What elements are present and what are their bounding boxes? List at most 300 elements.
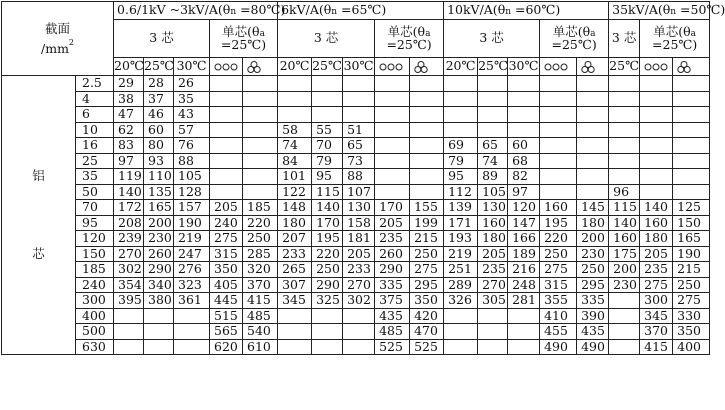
ampacity-cell xyxy=(278,339,312,355)
ampacity-cell xyxy=(410,138,444,154)
ampacity-cell xyxy=(640,91,673,107)
ampacity-cell: 150 xyxy=(673,215,710,231)
ampacity-cell: 340 xyxy=(144,277,174,293)
single-core-header: 单芯(θa =25℃) xyxy=(640,20,710,58)
ampacity-cell: 208 xyxy=(114,215,144,231)
ampacity-cell: 235 xyxy=(640,262,673,278)
ampacity-cell xyxy=(114,308,144,324)
ampacity-cell: 455 xyxy=(540,324,577,340)
ampacity-cell: 335 xyxy=(577,293,609,309)
ampacity-cell: 205 xyxy=(210,200,243,216)
ampacity-cell: 70 xyxy=(312,138,343,154)
ampacity-cell: 155 xyxy=(410,200,444,216)
ampacity-cell xyxy=(375,138,410,154)
ampacity-cell: 375 xyxy=(375,293,410,309)
table-row xyxy=(2,293,710,309)
ampacity-cell: 610 xyxy=(243,339,278,355)
ampacity-cell xyxy=(410,76,444,92)
ampacity-cell xyxy=(478,308,508,324)
table-row xyxy=(2,262,710,278)
ampacity-cell: 135 xyxy=(144,184,174,200)
ampacity-cell: 240 xyxy=(210,215,243,231)
ampacity-cell: 165 xyxy=(144,200,174,216)
ampacity-cell: 215 xyxy=(673,262,710,278)
ampacity-cell: 395 xyxy=(114,293,144,309)
ampacity-cell: 250 xyxy=(577,262,609,278)
ampacity-cell: 148 xyxy=(278,200,312,216)
ampacity-cell xyxy=(444,122,478,138)
ampacity-cell xyxy=(540,122,577,138)
ampacity-cell: 189 xyxy=(508,246,540,262)
ampacity-cell: 325 xyxy=(312,293,343,309)
ampacity-cell: 122 xyxy=(278,184,312,200)
ampacity-cell xyxy=(609,107,640,123)
material-char: 铝 xyxy=(32,168,45,183)
ampacity-cell xyxy=(609,324,640,340)
ampacity-cell xyxy=(673,153,710,169)
ampacity-cell: 260 xyxy=(375,246,410,262)
ampacity-cell: 170 xyxy=(375,200,410,216)
cross-section-cell: 25 xyxy=(76,153,114,169)
ampacity-cell: 205 xyxy=(478,246,508,262)
cross-section-cell: 4 xyxy=(76,91,114,107)
ampacity-cell: 620 xyxy=(210,339,243,355)
ampacity-cell xyxy=(673,107,710,123)
ampacity-cell xyxy=(577,91,609,107)
ampacity-cell xyxy=(210,138,243,154)
ampacity-cell xyxy=(343,339,375,355)
ampacity-cell: 46 xyxy=(144,107,174,123)
ampacity-cell: 485 xyxy=(375,324,410,340)
ampacity-cell: 307 xyxy=(278,277,312,293)
ampacity-cell: 79 xyxy=(444,153,478,169)
ampacity-cell: 295 xyxy=(577,277,609,293)
ampacity-cell: 130 xyxy=(343,200,375,216)
voltage-group-3: 10kV/A(θn =60℃) xyxy=(444,2,609,20)
ampacity-cell: 38 xyxy=(114,91,144,107)
cross-section-cell: 120 xyxy=(76,231,114,247)
ampacity-cell: 89 xyxy=(478,169,508,185)
ampacity-cell: 101 xyxy=(278,169,312,185)
ampacity-cell xyxy=(144,308,174,324)
ampacity-cell: 200 xyxy=(577,231,609,247)
ampacity-cell: 540 xyxy=(243,324,278,340)
ampacity-cell: 415 xyxy=(640,339,673,355)
ampacity-cell: 180 xyxy=(640,231,673,247)
ampacity-cell: 230 xyxy=(609,277,640,293)
ampacity-cell: 190 xyxy=(174,215,210,231)
trefoil-circles-icon xyxy=(673,58,710,76)
ampacity-cell: 281 xyxy=(508,293,540,309)
ampacity-cell xyxy=(444,308,478,324)
ampacity-cell: 147 xyxy=(508,215,540,231)
ampacity-cell xyxy=(540,138,577,154)
ampacity-cell: 302 xyxy=(343,293,375,309)
ampacity-cell xyxy=(673,122,710,138)
ampacity-cell: 195 xyxy=(540,215,577,231)
ampacity-cell: 315 xyxy=(540,277,577,293)
ampacity-cell xyxy=(673,91,710,107)
ampacity-cell xyxy=(410,122,444,138)
ampacity-cell: 79 xyxy=(312,153,343,169)
ampacity-cell: 160 xyxy=(640,215,673,231)
ampacity-cell: 445 xyxy=(210,293,243,309)
ampacity-cell: 270 xyxy=(114,246,144,262)
ampacity-cell: 302 xyxy=(114,262,144,278)
voltage-group-4: 35kV/A(θn =50℃) xyxy=(609,2,710,20)
table-row xyxy=(2,122,710,138)
ampacity-cell xyxy=(243,138,278,154)
ampacity-cell: 390 xyxy=(577,308,609,324)
ampacity-cell: 205 xyxy=(640,246,673,262)
cross-section-cell: 240 xyxy=(76,277,114,293)
ampacity-cell xyxy=(343,107,375,123)
temp-header: 30℃ xyxy=(174,58,210,76)
ampacity-cell xyxy=(673,169,710,185)
table-row xyxy=(2,308,710,324)
ampacity-cell: 289 xyxy=(444,277,478,293)
ampacity-cell xyxy=(478,122,508,138)
cross-section-cell: 185 xyxy=(76,262,114,278)
ampacity-cell: 74 xyxy=(478,153,508,169)
ampacity-cell xyxy=(343,308,375,324)
ampacity-cell: 515 xyxy=(210,308,243,324)
ampacity-cell xyxy=(343,324,375,340)
ampacity-cell: 73 xyxy=(343,153,375,169)
cross-section-cell: 500 xyxy=(76,324,114,340)
ampacity-cell: 205 xyxy=(343,246,375,262)
ampacity-cell xyxy=(640,76,673,92)
ampacity-cell xyxy=(540,107,577,123)
temp-header: 20℃ xyxy=(114,58,144,76)
table-row xyxy=(2,339,710,355)
ampacity-cell xyxy=(278,308,312,324)
table-row xyxy=(2,107,710,123)
ampacity-cell xyxy=(577,138,609,154)
ampacity-cell xyxy=(508,107,540,123)
ampacity-cell xyxy=(478,91,508,107)
ampacity-cell xyxy=(210,107,243,123)
ampacity-cell: 270 xyxy=(343,277,375,293)
ampacity-cell xyxy=(540,91,577,107)
ampacity-cell: 60 xyxy=(144,122,174,138)
ampacity-cell: 275 xyxy=(540,262,577,278)
ampacity-cell: 250 xyxy=(410,246,444,262)
ampacity-cell: 250 xyxy=(243,231,278,247)
ampacity-cell xyxy=(210,91,243,107)
ampacity-cell: 37 xyxy=(144,91,174,107)
temp-header: 30℃ xyxy=(508,58,540,76)
ampacity-cell xyxy=(609,169,640,185)
ampacity-cell xyxy=(640,153,673,169)
ampacity-cell xyxy=(375,107,410,123)
three-flat-circles-icon xyxy=(540,58,577,76)
ampacity-cell: 199 xyxy=(410,215,444,231)
ampacity-cell: 165 xyxy=(673,231,710,247)
ampacity-cell: 175 xyxy=(609,246,640,262)
ampacity-cell xyxy=(609,293,640,309)
temp-header: 25℃ xyxy=(144,58,174,76)
ampacity-cell xyxy=(343,76,375,92)
ampacity-cell: 345 xyxy=(278,293,312,309)
cross-section-cell: 35 xyxy=(76,169,114,185)
ampacity-cell: 275 xyxy=(640,277,673,293)
trefoil-circles-icon xyxy=(243,58,278,76)
table-row xyxy=(2,184,710,200)
ampacity-cell xyxy=(609,76,640,92)
ampacity-cell: 172 xyxy=(114,200,144,216)
ampacity-cell xyxy=(210,153,243,169)
voltage-group-1: 0.6/1kV ~3kV/A(θn =80℃) xyxy=(114,2,278,20)
cross-section-cell: 2.5 xyxy=(76,76,114,92)
ampacity-cell: 65 xyxy=(343,138,375,154)
ampacity-cell: 235 xyxy=(478,262,508,278)
ampacity-cell xyxy=(673,138,710,154)
ampacity-cell xyxy=(609,91,640,107)
ampacity-cell xyxy=(375,91,410,107)
ampacity-cell: 405 xyxy=(210,277,243,293)
ampacity-cell xyxy=(278,91,312,107)
ampacity-cell: 470 xyxy=(410,324,444,340)
ampacity-cell: 105 xyxy=(478,184,508,200)
ampacity-cell: 216 xyxy=(508,262,540,278)
ampacity-cell xyxy=(609,138,640,154)
ampacity-cell xyxy=(478,339,508,355)
ampacity-cell: 275 xyxy=(410,262,444,278)
ampacity-cell xyxy=(114,324,144,340)
ampacity-cell xyxy=(508,91,540,107)
ampacity-cell: 88 xyxy=(174,153,210,169)
ampacity-cell: 95 xyxy=(444,169,478,185)
table-row xyxy=(2,91,710,107)
ampacity-cell xyxy=(577,184,609,200)
ampacity-cell xyxy=(243,153,278,169)
ampacity-cell xyxy=(312,107,343,123)
ampacity-cell xyxy=(577,122,609,138)
temp-header: 25℃ xyxy=(312,58,343,76)
ampacity-cell: 370 xyxy=(243,277,278,293)
ampacity-cell: 239 xyxy=(114,231,144,247)
ampacity-cell xyxy=(540,169,577,185)
ampacity-cell: 140 xyxy=(640,200,673,216)
trefoil-circles-icon xyxy=(410,58,444,76)
ampacity-cell: 145 xyxy=(577,200,609,216)
ampacity-cell: 139 xyxy=(444,200,478,216)
ampacity-cell xyxy=(243,122,278,138)
cross-section-cell: 630 xyxy=(76,339,114,355)
ampacity-cell: 88 xyxy=(343,169,375,185)
ampacity-cell xyxy=(609,153,640,169)
table-row xyxy=(2,76,710,92)
single-core-header: 单芯(θa =25℃) xyxy=(375,20,444,58)
ampacity-cell xyxy=(609,339,640,355)
ampacity-cell: 260 xyxy=(144,246,174,262)
ampacity-cell xyxy=(312,308,343,324)
ampacity-cell xyxy=(444,76,478,92)
ampacity-cell: 219 xyxy=(444,246,478,262)
three-flat-circles-icon xyxy=(640,58,673,76)
ampacity-cell: 275 xyxy=(210,231,243,247)
ampacity-cell: 565 xyxy=(210,324,243,340)
cross-section-cell: 16 xyxy=(76,138,114,154)
ampacity-cell: 215 xyxy=(410,231,444,247)
ampacity-cell: 490 xyxy=(540,339,577,355)
ampacity-cell: 55 xyxy=(312,122,343,138)
ampacity-cell: 270 xyxy=(478,277,508,293)
ampacity-cell: 35 xyxy=(174,91,210,107)
ampacity-cell: 435 xyxy=(577,324,609,340)
header-row-voltage xyxy=(2,2,710,20)
ampacity-cell: 105 xyxy=(174,169,210,185)
ampacity-cell: 180 xyxy=(278,215,312,231)
ampacity-cell xyxy=(375,153,410,169)
ampacity-cell xyxy=(410,153,444,169)
cross-section-cell: 400 xyxy=(76,308,114,324)
ampacity-cell xyxy=(210,76,243,92)
ampacity-cell xyxy=(243,184,278,200)
ampacity-cell: 180 xyxy=(478,231,508,247)
table-row xyxy=(2,169,710,185)
ampacity-cell: 300 xyxy=(640,293,673,309)
ampacity-cell xyxy=(478,324,508,340)
ampacity-cell: 361 xyxy=(174,293,210,309)
ampacity-cell: 380 xyxy=(144,293,174,309)
ampacity-cell: 96 xyxy=(609,184,640,200)
ampacity-cell: 276 xyxy=(174,262,210,278)
ampacity-cell xyxy=(410,107,444,123)
single-core-header: 单芯(θa =25℃) xyxy=(540,20,609,58)
ampacity-cell xyxy=(114,339,144,355)
ampacity-cell: 160 xyxy=(540,200,577,216)
ampacity-cell xyxy=(343,91,375,107)
ampacity-cell: 205 xyxy=(375,215,410,231)
ampacity-cell xyxy=(444,107,478,123)
ampacity-cell: 330 xyxy=(673,308,710,324)
ampacity-cell: 355 xyxy=(540,293,577,309)
ampacity-cell xyxy=(243,91,278,107)
three-flat-circles-icon xyxy=(210,58,243,76)
ampacity-cell: 275 xyxy=(673,293,710,309)
ampacity-cell: 248 xyxy=(508,277,540,293)
ampacity-cell: 265 xyxy=(278,262,312,278)
ampacity-cell xyxy=(609,122,640,138)
ampacity-cell: 119 xyxy=(114,169,144,185)
temp-header: 25℃ xyxy=(478,58,508,76)
ampacity-cell: 65 xyxy=(478,138,508,154)
ampacity-cell xyxy=(410,184,444,200)
ampacity-cell xyxy=(375,184,410,200)
ampacity-cell xyxy=(540,184,577,200)
ampacity-cell: 47 xyxy=(114,107,144,123)
ampacity-cell: 193 xyxy=(444,231,478,247)
ampacity-cell: 250 xyxy=(673,277,710,293)
ampacity-cell xyxy=(508,76,540,92)
ampacity-cell: 107 xyxy=(343,184,375,200)
ampacity-cell: 235 xyxy=(375,231,410,247)
ampacity-cell: 305 xyxy=(478,293,508,309)
ampacity-cell xyxy=(640,169,673,185)
ampacity-cell xyxy=(577,169,609,185)
ampacity-cell: 84 xyxy=(278,153,312,169)
ampacity-cell: 323 xyxy=(174,277,210,293)
ampacity-cell: 115 xyxy=(609,200,640,216)
ampacity-cell: 69 xyxy=(444,138,478,154)
ampacity-cell: 97 xyxy=(114,153,144,169)
ampacity-cell xyxy=(673,184,710,200)
ampacity-cell xyxy=(444,91,478,107)
ampacity-cell xyxy=(478,107,508,123)
ampacity-cell: 185 xyxy=(243,200,278,216)
ampacity-cell: 120 xyxy=(508,200,540,216)
ampacity-cell xyxy=(444,324,478,340)
ampacity-cell: 28 xyxy=(144,76,174,92)
ampacity-cell: 435 xyxy=(375,308,410,324)
ampacity-cell: 350 xyxy=(210,262,243,278)
voltage-group-2: 6kV/A(θn =65℃) xyxy=(278,2,444,20)
temp-header: 25℃ xyxy=(609,58,640,76)
temp-header: 20℃ xyxy=(444,58,478,76)
three-core-header: 3 芯 xyxy=(278,20,375,58)
ampacity-cell: 525 xyxy=(410,339,444,355)
cross-section-cell: 50 xyxy=(76,184,114,200)
ampacity-cell: 83 xyxy=(114,138,144,154)
section-header xyxy=(2,2,114,76)
ampacity-cell: 130 xyxy=(478,200,508,216)
ampacity-cell xyxy=(673,76,710,92)
ampacity-cell: 68 xyxy=(508,153,540,169)
ampacity-cell: 97 xyxy=(508,184,540,200)
table-row xyxy=(2,231,710,247)
ampacity-cell: 26 xyxy=(174,76,210,92)
ampacity-cell xyxy=(410,91,444,107)
ampacity-cell: 180 xyxy=(577,215,609,231)
ampacity-cell: 112 xyxy=(444,184,478,200)
ampacity-cell: 62 xyxy=(114,122,144,138)
ampacity-cell: 415 xyxy=(243,293,278,309)
section-header-unit: $/mm^2$ xyxy=(41,37,75,56)
ampacity-cell: 158 xyxy=(343,215,375,231)
ampacity-cell: 220 xyxy=(243,215,278,231)
ampacity-cell: 247 xyxy=(174,246,210,262)
ampacity-cell: 490 xyxy=(577,339,609,355)
ampacity-cell xyxy=(312,324,343,340)
ampacity-cell xyxy=(478,76,508,92)
ampacity-cell: 74 xyxy=(278,138,312,154)
ampacity-cell xyxy=(508,324,540,340)
ampacity-cell: 80 xyxy=(144,138,174,154)
ampacity-cell: 219 xyxy=(174,231,210,247)
ampacity-cell xyxy=(243,76,278,92)
ampacity-cell: 233 xyxy=(343,262,375,278)
table-row xyxy=(2,153,710,169)
ampacity-cell: 350 xyxy=(673,324,710,340)
three-core-header: 3 芯 xyxy=(114,20,210,58)
ampacity-cell: 140 xyxy=(312,200,343,216)
ampacity-cell: 230 xyxy=(577,246,609,262)
ampacity-cell xyxy=(312,339,343,355)
ampacity-cell: 200 xyxy=(144,215,174,231)
material-label xyxy=(2,170,75,260)
ampacity-cell: 207 xyxy=(278,231,312,247)
ampacity-cell xyxy=(375,122,410,138)
ampacity-cell xyxy=(577,76,609,92)
ampacity-cell xyxy=(278,107,312,123)
table-row xyxy=(2,324,710,340)
ampacity-cell xyxy=(640,122,673,138)
ampacity-cell: 190 xyxy=(673,246,710,262)
trefoil-circles-icon xyxy=(577,58,609,76)
ampacity-cell xyxy=(278,324,312,340)
